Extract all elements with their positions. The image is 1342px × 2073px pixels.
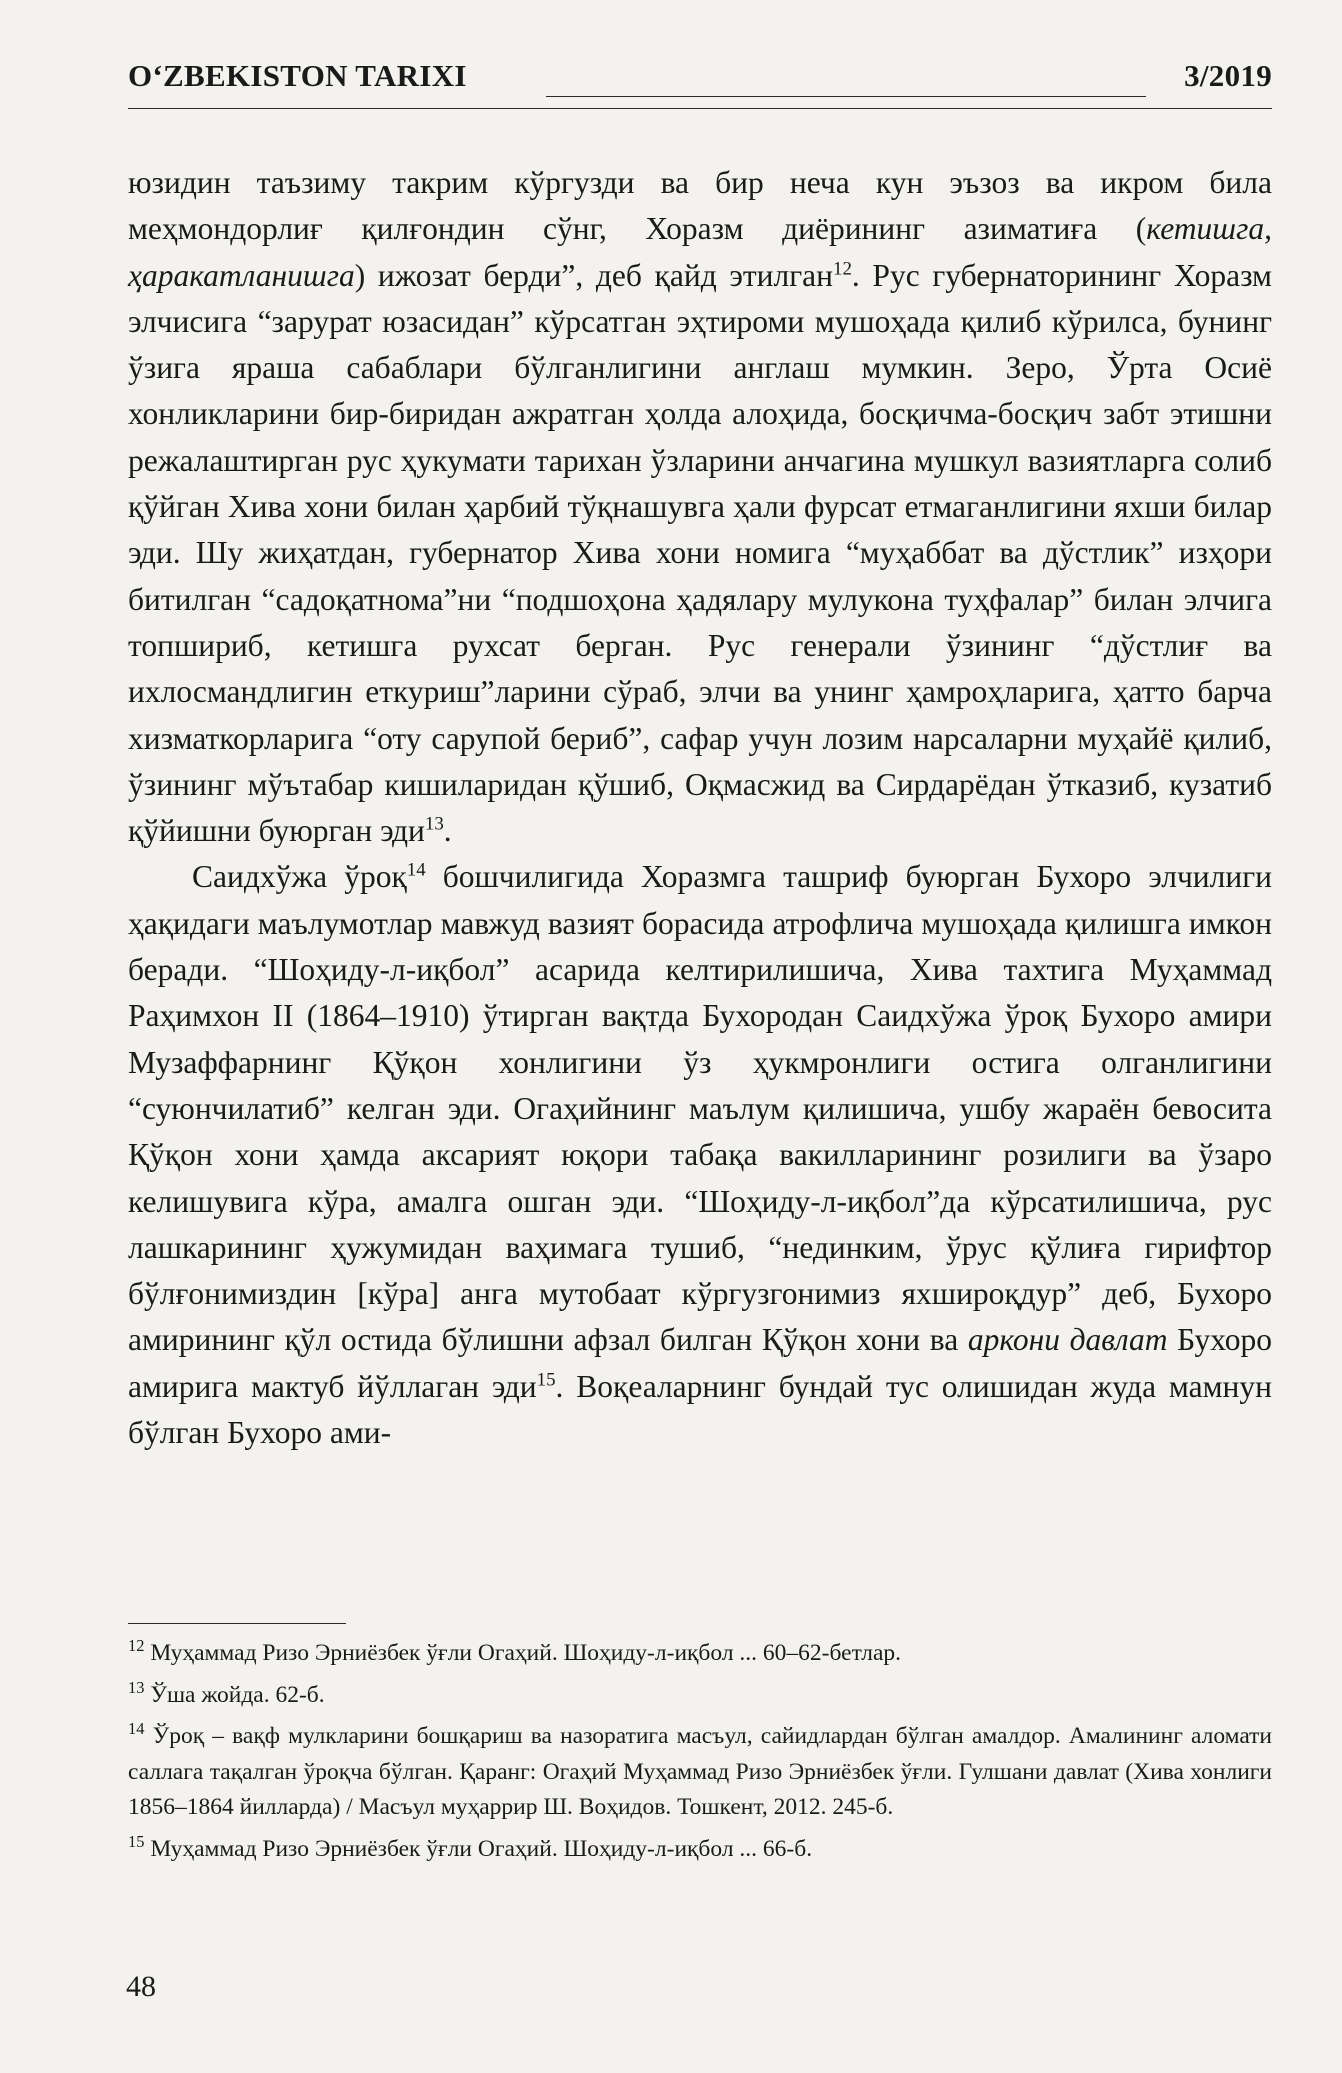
text-run: ) ижозат берди”, деб қайд этилган [354,257,833,293]
footnote-ref: 13 [424,813,444,835]
text-run: . Воқеаларнинг бундай тус олишидан жуда мамнун бўлган Бухоро ами- [128,1368,1272,1451]
text-run: . Рус губернаторининг Хоразм элчисига “зарурат юзасидан” кўрсатган эҳтироми мушоҳада қилиб кўрилса, бунинг ўзига яраша сабаблари бўлганлигини англаш мумкин. Зеро, Ўрта Осиё хонликларини бир-биридан ажратган ҳолда алоҳида, босқичма-босқич забт этишни режалаштирган рус ҳукумати тарихан ўзларини анчагина мушкул вазиятларга солиб қўйган Хива хони билан ҳарбий тўқнашувга ҳали фурсат етмаганлигини яхши билар эди. Шу жиҳатдан, губернатор Хива хони номига “муҳаббат ва дўстлик” изҳори битилган “садоқатнома”ни “подшоҳона ҳадялару мулукона туҳфалар” билан элчига топшириб, кетишга рухсат берган. Рус генерали ўзининг “дўстлиғ ва ихлосмандлигин еткуриш”ларини сўраб, элчи ва унинг ҳамроҳларига, ҳатто барча хизматкорларига “оту сарупой бериб”, сафар учун лозим нарсаларни муҳайё қилиб, ўзининг мўътабар кишиларидан қўшиб, Оқмасжид ва Сирдарёдан ўтказиб, кузатиб қўйишни буюрган эди [128,257,1272,849]
text-run: бошчилигида Хоразмга ташриф буюрган Бухоро элчилиги ҳақидаги маълумотлар мавжуд вазият борасида атрофлича мушоҳада қилишга имкон беради. “Шоҳиду-л-иқбол” асарида келтирилишича, Хива тахтига Муҳаммад Раҳимхон II (1864–1910) ўтирган вақтда Бухородан Саидхўжа ўроқ Бухоро амири Музаффарнинг Қўқон хонлигини ўз ҳукмронлиги остига олганлигини “суюнчилатиб” келган эди. Огаҳийнинг маълум қилишича, ушбу жараён бевосита Қўқон хони ҳамда аксарият юқори табақа вакилларининг розилиги ва ўзаро келишувига кўра, амалга ошган эди. “Шоҳиду-л-иқбол”да кўрсатилишича, рус лашкарининг ҳужумидан ваҳимага тушиб, “нединким, ўрус қўлиға гирифтор бўлғонимиздин [кўра] анга мутобаат кўргузгонимиз яхшироқдур” деб, Бухоро амирининг қўл остида бўлишни афзал билган Қўқон хони ва [128,859,1272,1358]
footnote-number: 15 [128,1831,145,1851]
footnote-ref: 12 [833,258,852,280]
footnote-text: Муҳаммад Ризо Эрниёзбек ўғли Огаҳий. Шоҳиду-л-иқбол ... 66-б. [150,1835,813,1862]
header-underline [128,108,1272,109]
footnote-ref: 15 [536,1369,556,1391]
footnote-ref: 14 [406,859,426,881]
footnote-14 [128,1719,1272,1826]
issue-number: 3/2019 [1184,58,1272,93]
running-header [128,58,1272,106]
footnotes [128,1636,1272,1873]
footnote-15 [128,1832,1272,1868]
article-body [128,160,1272,1456]
text-run: Саидхўжа ўроқ [192,859,407,895]
text-run: . [443,813,452,849]
text-run: юзидин таъзиму такрим кўргузди ва бир неча кун эъзоз ва икром била меҳмондорлиғ қилғондин сўнг, Хоразм диёрининг азиматиға ( [128,165,1272,247]
footnote-12 [128,1636,1272,1672]
header-rule [546,96,1146,97]
footnote-number: 12 [128,1636,145,1656]
footnote-text: Ўроқ – вақф мулкларини бошқариш ва назоратига масъул, сайидлардан бўлган амалдор. Амалининг аломати саллага тақалган ўроқча бўлган. Қаранг: Огаҳий Муҳаммад Ризо Эрниёзбек ўғли. Гулшани давлат (Хива хонлиги 1856–1864 йилларда) / Масъул муҳаррир Ш. Воҳидов. Тошкент, 2012. 245-б. [128,1723,1272,1820]
footnote-number: 13 [128,1677,145,1697]
footnote-text: Ўша жойда. 62-б. [150,1681,325,1708]
page-number: 48 [126,1970,156,2003]
paragraph-2 [128,854,1272,1456]
italic-text: аркони давлат [967,1322,1168,1358]
italic-text: кетишга, ҳаракатланишга [128,211,1272,293]
footnote-number: 14 [128,1719,145,1739]
footnote-text: Муҳаммад Ризо Эрниёзбек ўғли Огаҳий. Шоҳиду-л-иқбол ... 60–62-бетлар. [150,1640,902,1666]
text-run: Бухоро амирига мактуб йўллаган эди [128,1322,1273,1404]
footnote-separator [128,1623,346,1624]
journal-title: O‘ZBEKISTON TARIXI [128,58,467,93]
paragraph-1 [128,160,1272,854]
footnote-13 [128,1678,1272,1714]
